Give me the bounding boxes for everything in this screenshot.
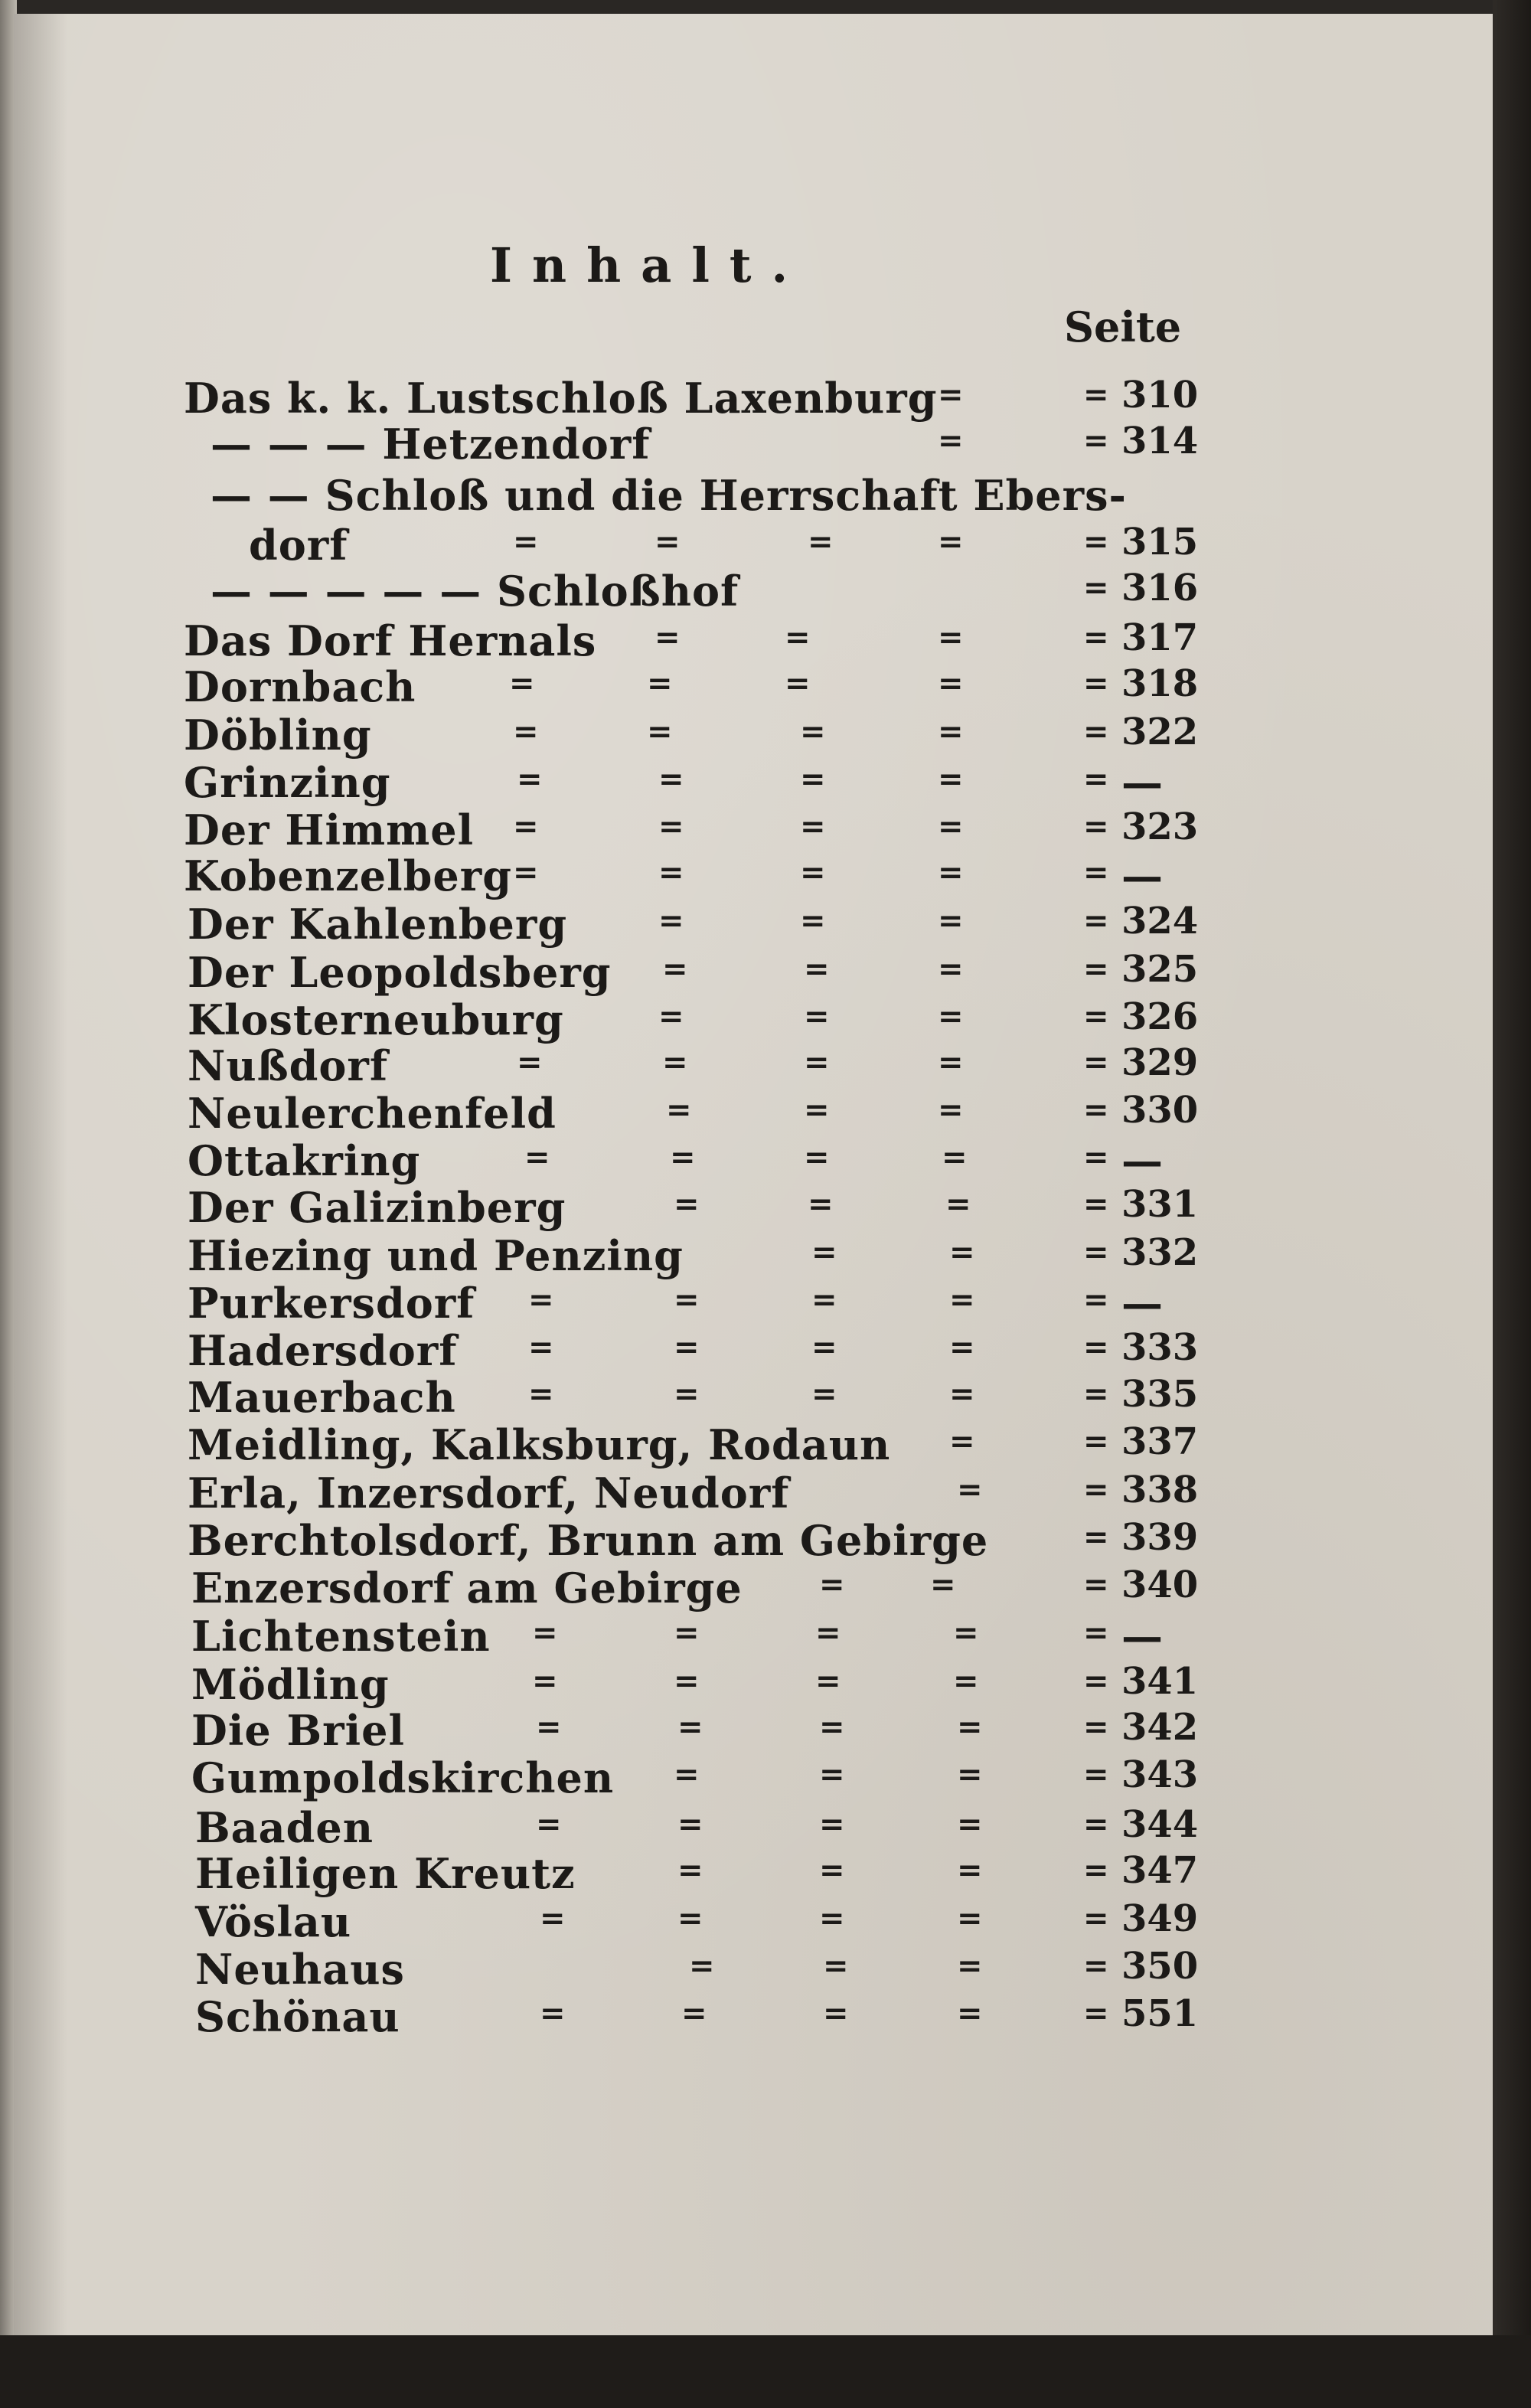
toc-row: [0, 1469, 1493, 1519]
dot-leader: =: [953, 1615, 979, 1651]
toc-row: [0, 1945, 1493, 1995]
dot-leader: =: [540, 1995, 566, 2031]
dot-leader: =: [1083, 1329, 1109, 1365]
toc-entry-label: Enzersdorf am Gebirge: [191, 1563, 743, 1612]
toc-entry-label: dorf: [249, 521, 348, 570]
dot-leader: =: [674, 1186, 700, 1222]
page-number: 340: [1121, 1563, 1199, 1606]
toc-entry-label: — — Schloß und die Herrschaft Ebers-: [211, 471, 1127, 520]
dot-leader: =: [785, 619, 811, 655]
dot-leader: =: [811, 1234, 837, 1270]
dot-leader: =: [655, 524, 681, 560]
page-number: 337: [1121, 1420, 1199, 1463]
dot-leader: =: [938, 1092, 964, 1128]
dot-leader: =: [674, 1663, 700, 1699]
dot-leader: =: [1083, 998, 1109, 1034]
dot-leader: =: [957, 1948, 983, 1984]
dot-leader: =: [785, 665, 811, 701]
toc-entry-label: Neulerchenfeld: [188, 1089, 557, 1138]
dot-leader: =: [819, 1709, 845, 1745]
dot-leader: =: [949, 1376, 975, 1412]
page-number: 318: [1121, 662, 1199, 705]
toc-entry-label: Der Galizinberg: [188, 1183, 566, 1232]
page-title: Inhalt.: [490, 237, 808, 293]
dot-leader: =: [938, 761, 964, 797]
dot-leader: =: [670, 1139, 696, 1175]
ditto-mark: —: [1121, 1279, 1163, 1328]
dot-leader: =: [1083, 1995, 1109, 2031]
toc-entry-label: Erla, Inzersdorf, Neudorf: [188, 1469, 790, 1518]
dot-leader: =: [800, 809, 826, 845]
dot-leader: =: [513, 854, 539, 890]
dot-leader: =: [674, 1756, 700, 1792]
dot-leader: =: [800, 854, 826, 890]
ditto-mark: —: [1121, 851, 1163, 900]
toc-row: [0, 1136, 1493, 1187]
toc-row: [0, 1231, 1493, 1282]
dot-leader: =: [662, 951, 688, 987]
dot-leader: =: [938, 903, 964, 939]
toc-row: [0, 1279, 1493, 1329]
toc-entry-label: Mödling: [191, 1660, 390, 1709]
toc-entry-label: Das k. k. Lustschloß Laxenburg: [184, 374, 938, 423]
dot-leader: =: [677, 1852, 703, 1888]
toc-row: [0, 1753, 1493, 1804]
right-book-edge: [1493, 0, 1531, 2408]
dot-leader: =: [1083, 1567, 1109, 1603]
dot-leader: =: [949, 1329, 975, 1365]
page-number: 350: [1121, 1945, 1199, 1988]
dot-leader: =: [1083, 1948, 1109, 1984]
dot-leader: =: [819, 1756, 845, 1792]
page-number: 335: [1121, 1373, 1199, 1416]
toc-row: [0, 521, 1493, 571]
dot-leader: =: [957, 1472, 983, 1508]
dot-leader: =: [1083, 1139, 1109, 1175]
page-number: 338: [1121, 1469, 1199, 1511]
dot-leader: =: [513, 714, 539, 750]
dot-leader: =: [528, 1376, 554, 1412]
dot-leader: =: [949, 1423, 975, 1459]
dot-leader: =: [938, 665, 964, 701]
page-number: 333: [1121, 1326, 1199, 1369]
page-number: 322: [1121, 711, 1199, 753]
toc-entry-label: Kobenzelberg: [184, 851, 512, 900]
dot-leader: =: [536, 1709, 562, 1745]
toc-entry-label: Der Kahlenberg: [188, 900, 568, 949]
dot-leader: =: [800, 903, 826, 939]
toc-row: [0, 1992, 1493, 2043]
dot-leader: =: [942, 1139, 968, 1175]
page-number: 316: [1121, 567, 1199, 609]
dot-leader: =: [819, 1900, 845, 1936]
dot-leader: =: [658, 761, 684, 797]
dot-leader: =: [938, 1044, 964, 1080]
toc-row: [0, 1660, 1493, 1710]
dot-leader: =: [658, 854, 684, 890]
page-number: 339: [1121, 1516, 1199, 1559]
dot-leader: =: [674, 1615, 700, 1651]
dot-leader: =: [532, 1615, 558, 1651]
dot-leader: =: [957, 1852, 983, 1888]
dot-leader: =: [938, 809, 964, 845]
toc-entry-label: — — — Hetzendorf: [211, 420, 651, 469]
dot-leader: =: [647, 714, 673, 750]
toc-entry-label: Klosterneuburg: [188, 995, 564, 1044]
dot-leader: =: [1083, 854, 1109, 890]
toc-entry-label: Die Briel: [191, 1706, 405, 1755]
dot-leader: =: [804, 951, 830, 987]
dot-leader: =: [540, 1900, 566, 1936]
toc-entry-label: Grinzing: [184, 758, 391, 807]
page-number: 344: [1121, 1803, 1199, 1846]
toc-entry-label: Dornbach: [184, 662, 416, 711]
dot-leader: =: [677, 1709, 703, 1745]
page-number: 310: [1121, 374, 1199, 417]
dot-leader: =: [804, 1092, 830, 1128]
toc-entry-label: Purkersdorf: [188, 1279, 475, 1328]
dot-leader: =: [1083, 1756, 1109, 1792]
dot-leader: =: [957, 1709, 983, 1745]
toc-entry-label: Neuhaus: [195, 1945, 405, 1994]
page-number: 551: [1121, 1992, 1199, 2035]
dot-leader: =: [1083, 1852, 1109, 1888]
toc-entry-label: Lichtenstein: [191, 1612, 491, 1661]
dot-leader: =: [1083, 1615, 1109, 1651]
dot-leader: =: [957, 1756, 983, 1792]
dot-leader: =: [815, 1663, 841, 1699]
page-number: 347: [1121, 1849, 1199, 1892]
toc-entry-label: Der Himmel: [184, 805, 475, 854]
dot-leader: =: [662, 1044, 688, 1080]
dot-leader: =: [957, 1806, 983, 1842]
toc-row: [0, 711, 1493, 761]
toc-entry-label: Hadersdorf: [188, 1326, 458, 1375]
dot-leader: =: [674, 1376, 700, 1412]
toc-entry-label: — — — — — Schloßhof: [211, 567, 739, 616]
dot-leader: =: [658, 903, 684, 939]
page-number: 342: [1121, 1706, 1199, 1749]
dot-leader: =: [823, 1995, 849, 2031]
dot-leader: =: [509, 665, 535, 701]
dot-leader: =: [938, 951, 964, 987]
toc-entry-label: Heiligen Kreutz: [195, 1849, 576, 1898]
dot-leader: =: [957, 1900, 983, 1936]
dot-leader: =: [1083, 1044, 1109, 1080]
dot-leader: =: [658, 809, 684, 845]
dot-leader: =: [808, 524, 834, 560]
toc-row: [0, 900, 1493, 950]
dot-leader: =: [513, 524, 539, 560]
dot-leader: =: [655, 619, 681, 655]
toc-entry-label: Mauerbach: [188, 1373, 456, 1422]
page-number: 332: [1121, 1231, 1199, 1274]
dot-leader: =: [674, 1329, 700, 1365]
dot-leader: =: [815, 1615, 841, 1651]
dot-leader: =: [1083, 714, 1109, 750]
dot-leader: =: [1083, 1234, 1109, 1270]
dot-leader: =: [949, 1234, 975, 1270]
dot-leader: =: [517, 1044, 543, 1080]
dot-leader: =: [1083, 1282, 1109, 1318]
dot-leader: =: [528, 1282, 554, 1318]
toc-row: [0, 567, 1493, 617]
dot-leader: =: [953, 1663, 979, 1699]
dot-leader: =: [658, 998, 684, 1034]
toc-row: [0, 1849, 1493, 1900]
toc-entry-label: Berchtolsdorf, Brunn am Gebirge: [188, 1516, 989, 1565]
page-number: 325: [1121, 948, 1199, 991]
toc-entry-label: Meidling, Kalksburg, Rodaun: [188, 1420, 891, 1469]
dot-leader: =: [1083, 903, 1109, 939]
dot-leader: =: [957, 1995, 983, 2031]
dot-leader: =: [674, 1282, 700, 1318]
toc-entry-label: Ottakring: [188, 1136, 421, 1185]
toc-row: [0, 805, 1493, 856]
toc-row: [0, 471, 1493, 521]
dot-leader: =: [1083, 1376, 1109, 1412]
dot-leader: =: [1083, 665, 1109, 701]
dot-leader: =: [804, 1044, 830, 1080]
page-number: 314: [1121, 420, 1199, 462]
toc-row: [0, 1516, 1493, 1567]
page-number: 331: [1121, 1183, 1199, 1226]
dot-leader: =: [804, 998, 830, 1034]
dot-leader: =: [666, 1092, 692, 1128]
toc-row: [0, 1041, 1493, 1092]
dot-leader: =: [938, 998, 964, 1034]
toc-entry-label: Döbling: [184, 711, 372, 760]
dot-leader: =: [1083, 619, 1109, 655]
dot-leader: =: [1083, 1900, 1109, 1936]
dot-leader: =: [1083, 423, 1109, 459]
toc-row: [0, 1897, 1493, 1948]
dot-leader: =: [1083, 1472, 1109, 1508]
dot-leader: =: [804, 1139, 830, 1175]
toc-row: [0, 758, 1493, 809]
dot-leader: =: [1083, 1709, 1109, 1745]
page-number: 341: [1121, 1660, 1199, 1703]
dot-leader: =: [819, 1806, 845, 1842]
dot-leader: =: [1083, 761, 1109, 797]
dot-leader: =: [938, 854, 964, 890]
dot-leader: =: [930, 1567, 956, 1603]
dot-leader: =: [528, 1329, 554, 1365]
page-number: 329: [1121, 1041, 1199, 1084]
toc-row: [0, 1706, 1493, 1756]
dot-leader: =: [1083, 809, 1109, 845]
dot-leader: =: [938, 377, 964, 413]
dot-leader: =: [524, 1139, 550, 1175]
dot-leader: =: [1083, 1186, 1109, 1222]
dot-leader: =: [1083, 1806, 1109, 1842]
toc-row: [0, 1183, 1493, 1233]
page-number: 349: [1121, 1897, 1199, 1940]
dot-leader: =: [513, 809, 539, 845]
page-number: 317: [1121, 616, 1199, 659]
toc-entry-label: Gumpoldskirchen: [191, 1753, 615, 1802]
dot-leader: =: [811, 1282, 837, 1318]
dot-leader: =: [800, 714, 826, 750]
toc-row: [0, 1373, 1493, 1423]
dot-leader: =: [647, 665, 673, 701]
toc-row: [0, 374, 1493, 424]
ditto-mark: —: [1121, 1136, 1163, 1185]
toc-row: [0, 1089, 1493, 1139]
toc-row: [0, 616, 1493, 667]
ditto-mark: —: [1121, 1612, 1163, 1661]
toc-row: [0, 948, 1493, 998]
toc-row: [0, 1326, 1493, 1377]
toc-row: [0, 851, 1493, 902]
dot-leader: =: [1083, 951, 1109, 987]
toc-row: [0, 1563, 1493, 1614]
dot-leader: =: [823, 1948, 849, 1984]
dot-leader: =: [681, 1995, 707, 2031]
dot-leader: =: [938, 423, 964, 459]
toc-entry-label: Schönau: [195, 1992, 400, 2041]
dot-leader: =: [677, 1806, 703, 1842]
page-number: 326: [1121, 995, 1199, 1038]
toc-entry-label: Vöslau: [195, 1897, 352, 1946]
toc-row: [0, 420, 1493, 470]
dot-leader: =: [949, 1282, 975, 1318]
toc-row: [0, 1612, 1493, 1662]
dot-leader: =: [1083, 524, 1109, 560]
dot-leader: =: [1083, 377, 1109, 413]
toc-entry-label: Der Leopoldsberg: [188, 948, 612, 997]
dot-leader: =: [1083, 1519, 1109, 1555]
dot-leader: =: [811, 1329, 837, 1365]
dot-leader: =: [938, 714, 964, 750]
dot-leader: =: [677, 1900, 703, 1936]
dot-leader: =: [819, 1567, 845, 1603]
toc-row: [0, 995, 1493, 1046]
toc-row: [0, 1420, 1493, 1471]
dot-leader: =: [945, 1186, 971, 1222]
toc-entry-label: Hiezing und Penzing: [188, 1231, 684, 1280]
dot-leader: =: [689, 1948, 715, 1984]
dot-leader: =: [1083, 1092, 1109, 1128]
dot-leader: =: [811, 1376, 837, 1412]
page-number: 323: [1121, 805, 1199, 848]
page-number: 324: [1121, 900, 1199, 943]
toc-row: [0, 662, 1493, 713]
dot-leader: =: [938, 524, 964, 560]
toc-entry-label: Baaden: [195, 1803, 374, 1852]
dot-leader: =: [532, 1663, 558, 1699]
bottom-book-edge: [0, 2335, 1531, 2408]
toc-row: [0, 1803, 1493, 1854]
dot-leader: =: [1083, 1423, 1109, 1459]
dot-leader: =: [1083, 1663, 1109, 1699]
page-number: 330: [1121, 1089, 1199, 1132]
dot-leader: =: [808, 1186, 834, 1222]
page-number: 315: [1121, 521, 1199, 564]
dot-leader: =: [800, 761, 826, 797]
dot-leader: =: [517, 761, 543, 797]
ditto-mark: —: [1121, 758, 1163, 807]
dot-leader: =: [536, 1806, 562, 1842]
toc-entry-label: Nußdorf: [188, 1041, 389, 1090]
dot-leader: =: [1083, 570, 1109, 606]
dot-leader: =: [938, 619, 964, 655]
page-number: 343: [1121, 1753, 1199, 1796]
dot-leader: =: [819, 1852, 845, 1888]
toc-entry-label: Das Dorf Hernals: [184, 616, 597, 665]
page-column-header: Seite: [1064, 302, 1182, 351]
